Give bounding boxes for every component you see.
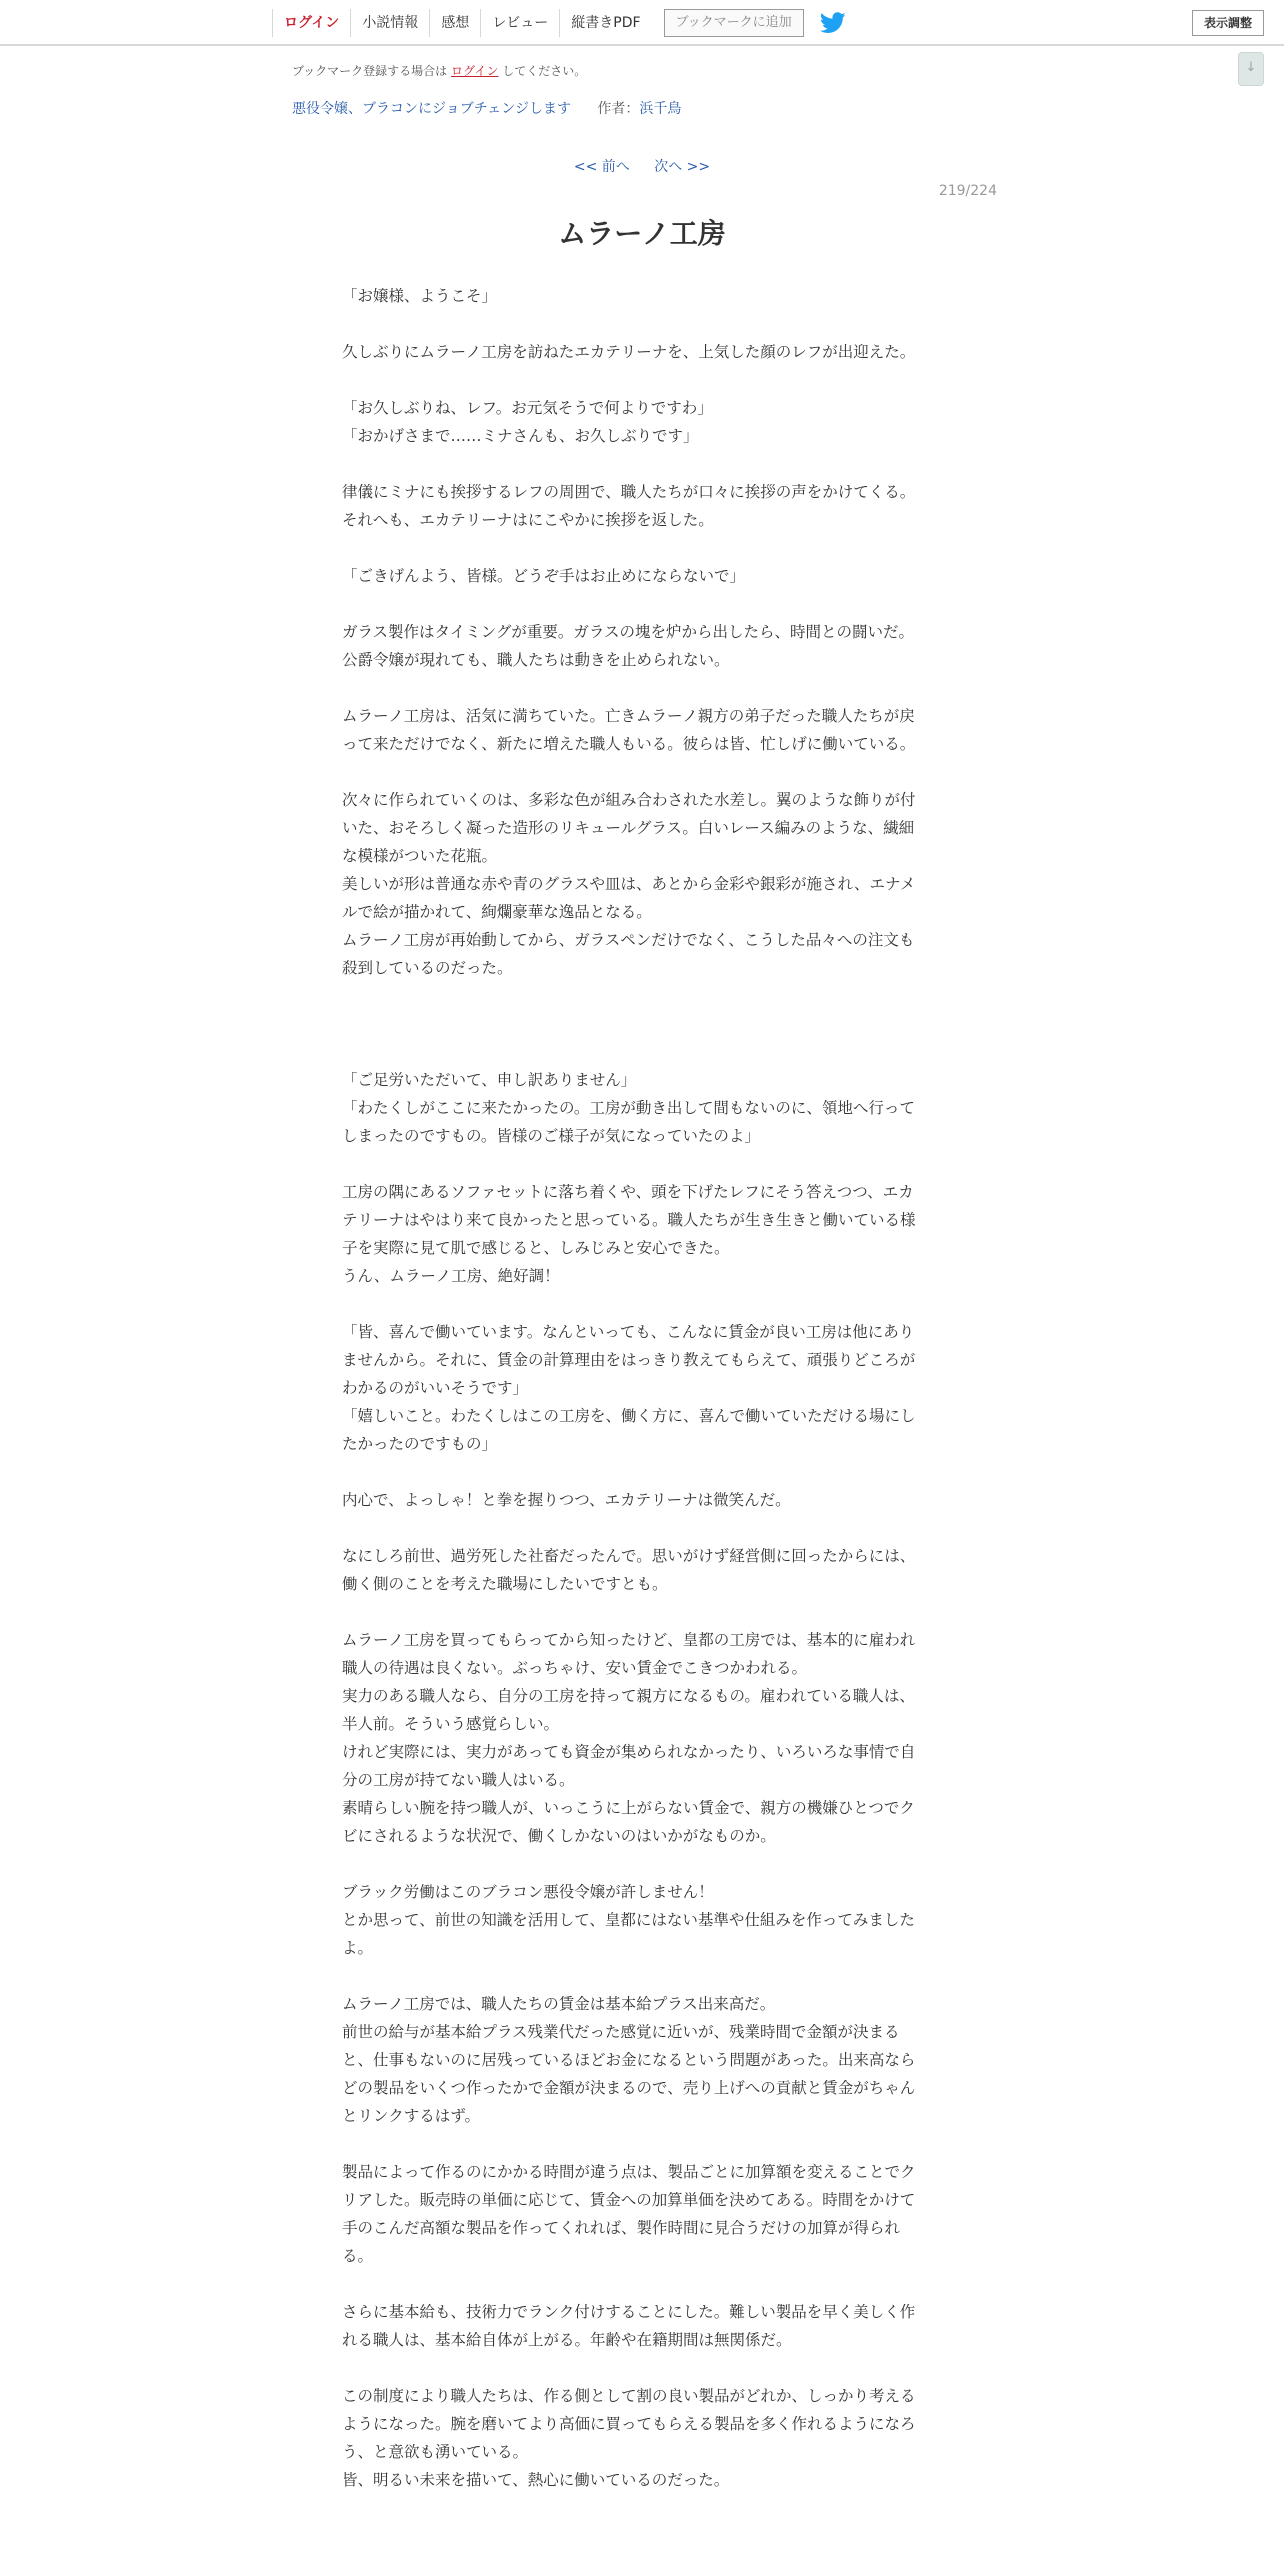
blank-line (342, 758, 942, 786)
body-line: 職人の待遇は良くない。ぶっちゃけ、安い賃金でこきつかわれる。 (342, 1659, 808, 1677)
blank-line (342, 1010, 942, 1038)
down-arrow-icon[interactable]: ↓ (1238, 52, 1264, 86)
body-line: 工房の隅にあるソファセットに落ち着くや、頭を下げたレフにそう答えつつ、エカ (342, 1183, 914, 1201)
body-line: る。 (342, 2247, 374, 2265)
chapter-body (342, 282, 942, 2494)
bookmark-add-button[interactable]: ブックマークに追加 (664, 9, 804, 37)
blank-line (342, 982, 942, 1010)
body-line: どの製品をいくつ作ったかで金額が決まるので、売り上げへの貢献と賃金がちゃん (342, 2079, 916, 2097)
body-line: 「おかげさまで……ミナさんも、お久しぶりです」 (342, 427, 699, 445)
body-line: 分の工房が持てない職人はいる。 (342, 1771, 575, 1789)
body-line: う、と意欲も湧いている。 (342, 2443, 529, 2461)
blank-line (342, 2270, 942, 2298)
body-line: ムラーノ工房を買ってもらってから知ったけど、皇都の工房では、基本的に雇われ (342, 1631, 916, 1649)
body-line: この制度により職人たちは、作る側として割の良い製品がどれか、しっかり考える (342, 2387, 916, 2405)
blank-line (342, 1150, 942, 1178)
body-line: リアした。販売時の単価に応じて、賃金への加算単価を決めてある。時間をかけて (342, 2191, 916, 2209)
nav-impressions-link[interactable]: 感想 (429, 9, 480, 37)
body-line: 殺到しているのだった。 (342, 959, 513, 977)
body-line: 「ごきげんよう、皆様。どうぞ手はお止めにならないで」 (342, 567, 746, 585)
blank-line (342, 310, 942, 338)
blank-line (342, 1850, 942, 1878)
body-line: けれど実際には、実力があっても資金が集められなかったり、いろいろな事情で自 (342, 1743, 916, 1761)
body-line: 内心で、よっしゃ！と拳を握りつつ、エカテリーナは微笑んだ。 (342, 1491, 791, 1509)
body-line: 手のこんだ高額な製品を作ってくれれば、製作時間に見合うだけの加算が得られ (342, 2219, 901, 2237)
body-line: 働く側のことを考えた職場にしたいですとも。 (342, 1575, 668, 1593)
body-line: うん、ムラーノ工房、絶好調！ (342, 1267, 560, 1285)
twitter-bird-icon[interactable] (820, 12, 846, 34)
blank-line (342, 450, 942, 478)
blank-line (342, 1458, 942, 1486)
body-line: それへも、エカテリーナはにこやかに挨拶を返した。 (342, 511, 714, 529)
author-link[interactable]: 浜千鳥 (639, 101, 682, 117)
body-line: と、仕事もないのに居残っているほどお金になるという問題があった。出来高なら (342, 2051, 916, 2069)
chapter-count: 219/224 (938, 183, 997, 199)
body-line: わかるのがいいそうです」 (342, 1379, 529, 1397)
body-line: 半人前。そういう感覚らしい。 (342, 1715, 560, 1733)
novel-header (292, 98, 681, 118)
blank-line (342, 1598, 942, 1626)
blank-line (342, 366, 942, 394)
top-bar (0, 0, 1284, 46)
body-line: って来ただけでなく、新たに増えた職人もいる。彼らは皆、忙しげに働いている。 (342, 735, 916, 753)
body-line: 「皆、喜んで働いています。なんといっても、こんなに賃金が良い工房は他にあり (342, 1323, 915, 1341)
nav-novel-info-link[interactable]: 小説情報 (350, 9, 429, 37)
body-line: 実力のある職人なら、自分の工房を持って親方になるもの。雇われている職人は、 (342, 1687, 915, 1705)
body-line: ムラーノ工房が再始動してから、ガラスペンだけでなく、こうした品々への注文も (342, 931, 915, 949)
notice-text-after: してください。 (502, 64, 587, 78)
prev-chapter-link[interactable]: << 前へ (573, 159, 630, 175)
body-line: ビにされるような状況で、働くしかないのはいかがなものか。 (342, 1827, 776, 1845)
body-line: とリンクするはず。 (342, 2107, 480, 2125)
body-line: な模様がついた花瓶。 (342, 847, 498, 865)
body-line: なにしろ前世、過労死した社畜だったんで。思いがけず経営側に回ったからには、 (342, 1547, 916, 1565)
body-line: ガラス製作はタイミングが重要。ガラスの塊を炉から出したら、時間との闘いだ。 (342, 623, 914, 641)
notice-login-link[interactable]: ログイン (451, 64, 499, 78)
display-settings-button[interactable]: 表示調整 (1192, 10, 1264, 36)
blank-line (342, 674, 942, 702)
blank-line (342, 2354, 942, 2382)
body-line: テリーナはやはり来て良かったと思っている。職人たちが生き生きと働いている様 (342, 1211, 916, 1229)
body-line: ムラーノ工房は、活気に満ちていた。亡きムラーノ親方の弟子だった職人たちが戻 (342, 707, 915, 725)
chapter-title: ムラーノ工房 (558, 217, 726, 250)
author-label: 作者： (597, 101, 640, 117)
blank-line (342, 1290, 942, 1318)
novel-title-link[interactable]: 悪役令嬢、ブラコンにジョブチェンジします (292, 101, 571, 117)
body-line: 次々に作られていくのは、多彩な色が組み合わされた水差し。翼のような飾りが付 (342, 791, 916, 809)
bookmark-login-notice (292, 62, 586, 79)
body-line: 久しぶりにムラーノ工房を訪ねたエカテリーナを、上気した顔のレフが出迎えた。 (342, 343, 916, 361)
blank-line (342, 1038, 942, 1066)
blank-line (342, 1962, 942, 1990)
body-line: 「お嬢様、ようこそ」 (342, 287, 498, 305)
blank-line (342, 2130, 942, 2158)
body-line: しまったのですもの。皆様のご様子が気になっていたのよ」 (342, 1127, 760, 1145)
nav-vertical-pdf-link[interactable]: 縦書きPDF (559, 9, 651, 37)
body-line: 「嬉しいこと。わたくしはこの工房を、働く方に、喜んで働いていただける場にし (342, 1407, 916, 1425)
body-line: 律儀にミナにも挨拶するレフの周囲で、職人たちが口々に挨拶の声をかけてくる。 (342, 483, 916, 501)
body-line: 美しいが形は普通な赤や青のグラスや皿は、あとから金彩や銀彩が施され、エナメ (342, 875, 916, 893)
body-line: 「ご足労いただいて、申し訳ありません」 (342, 1071, 637, 1089)
body-line: 前世の給与が基本給プラス残業代だった感覚に近いが、残業時間で金額が決まる (342, 2023, 900, 2041)
chapter-pager (0, 156, 1284, 176)
body-line: ムラーノ工房では、職人たちの賃金は基本給プラス出来高だ。 (342, 1995, 776, 2013)
body-line: れる職人は、基本給自体が上がる。年齢や在籍期間は無関係だ。 (342, 2331, 792, 2349)
body-line: 「わたくしがここに来たかったの。工房が動き出して間もないのに、領地へ行って (342, 1099, 915, 1117)
next-chapter-link[interactable]: 次へ >> (654, 159, 711, 175)
nav-review-link[interactable]: レビュー (480, 9, 559, 37)
body-line: ませんから。それに、賃金の計算理由をはっきり教えてもらえて、頑張りどころが (342, 1351, 916, 1369)
body-line: 子を実際に見て肌で感じると、しみじみと安心できた。 (342, 1239, 730, 1257)
body-line: 公爵令嬢が現れても、職人たちは動きを止められない。 (342, 651, 730, 669)
body-line: 皆、明るい未来を描いて、熱心に働いているのだった。 (342, 2471, 730, 2489)
body-line: よ。 (342, 1939, 374, 1957)
body-line: たかったのですもの」 (342, 1435, 498, 1453)
notice-text-before: ブックマーク登録する場合は (292, 64, 448, 78)
body-line: 製品によって作るのにかかる時間が違う点は、製品ごとに加算額を変えることでク (342, 2163, 916, 2181)
body-line: 素晴らしい腕を持つ職人が、いっこうに上がらない賃金で、親方の機嫌ひとつでク (342, 1799, 915, 1817)
blank-line (342, 1514, 942, 1542)
body-line: ブラック労働はこのブラコン悪役令嬢が許しません！ (342, 1883, 714, 1901)
blank-line (342, 534, 942, 562)
body-line: 「お久しぶりね、レフ。お元気そうで何よりですわ」 (342, 399, 713, 417)
body-line: とか思って、前世の知識を活用して、皇都にはない基準や仕組みを作ってみました (342, 1911, 915, 1929)
nav-login-link[interactable]: ログイン (272, 9, 350, 37)
top-nav (272, 0, 846, 46)
body-line: ようになった。腕を磨いてより高価に買ってもらえる製品を多く作れるようになろ (342, 2415, 916, 2433)
body-line: さらに基本給も、技術力でランク付けすることにした。難しい製品を早く美しく作 (342, 2303, 916, 2321)
body-line: いた、おそろしく凝った造形のリキュールグラス。白いレース編みのような、繊細 (342, 819, 915, 837)
blank-line (342, 590, 942, 618)
body-line: ルで絵が描かれて、絢爛豪華な逸品となる。 (342, 903, 652, 921)
